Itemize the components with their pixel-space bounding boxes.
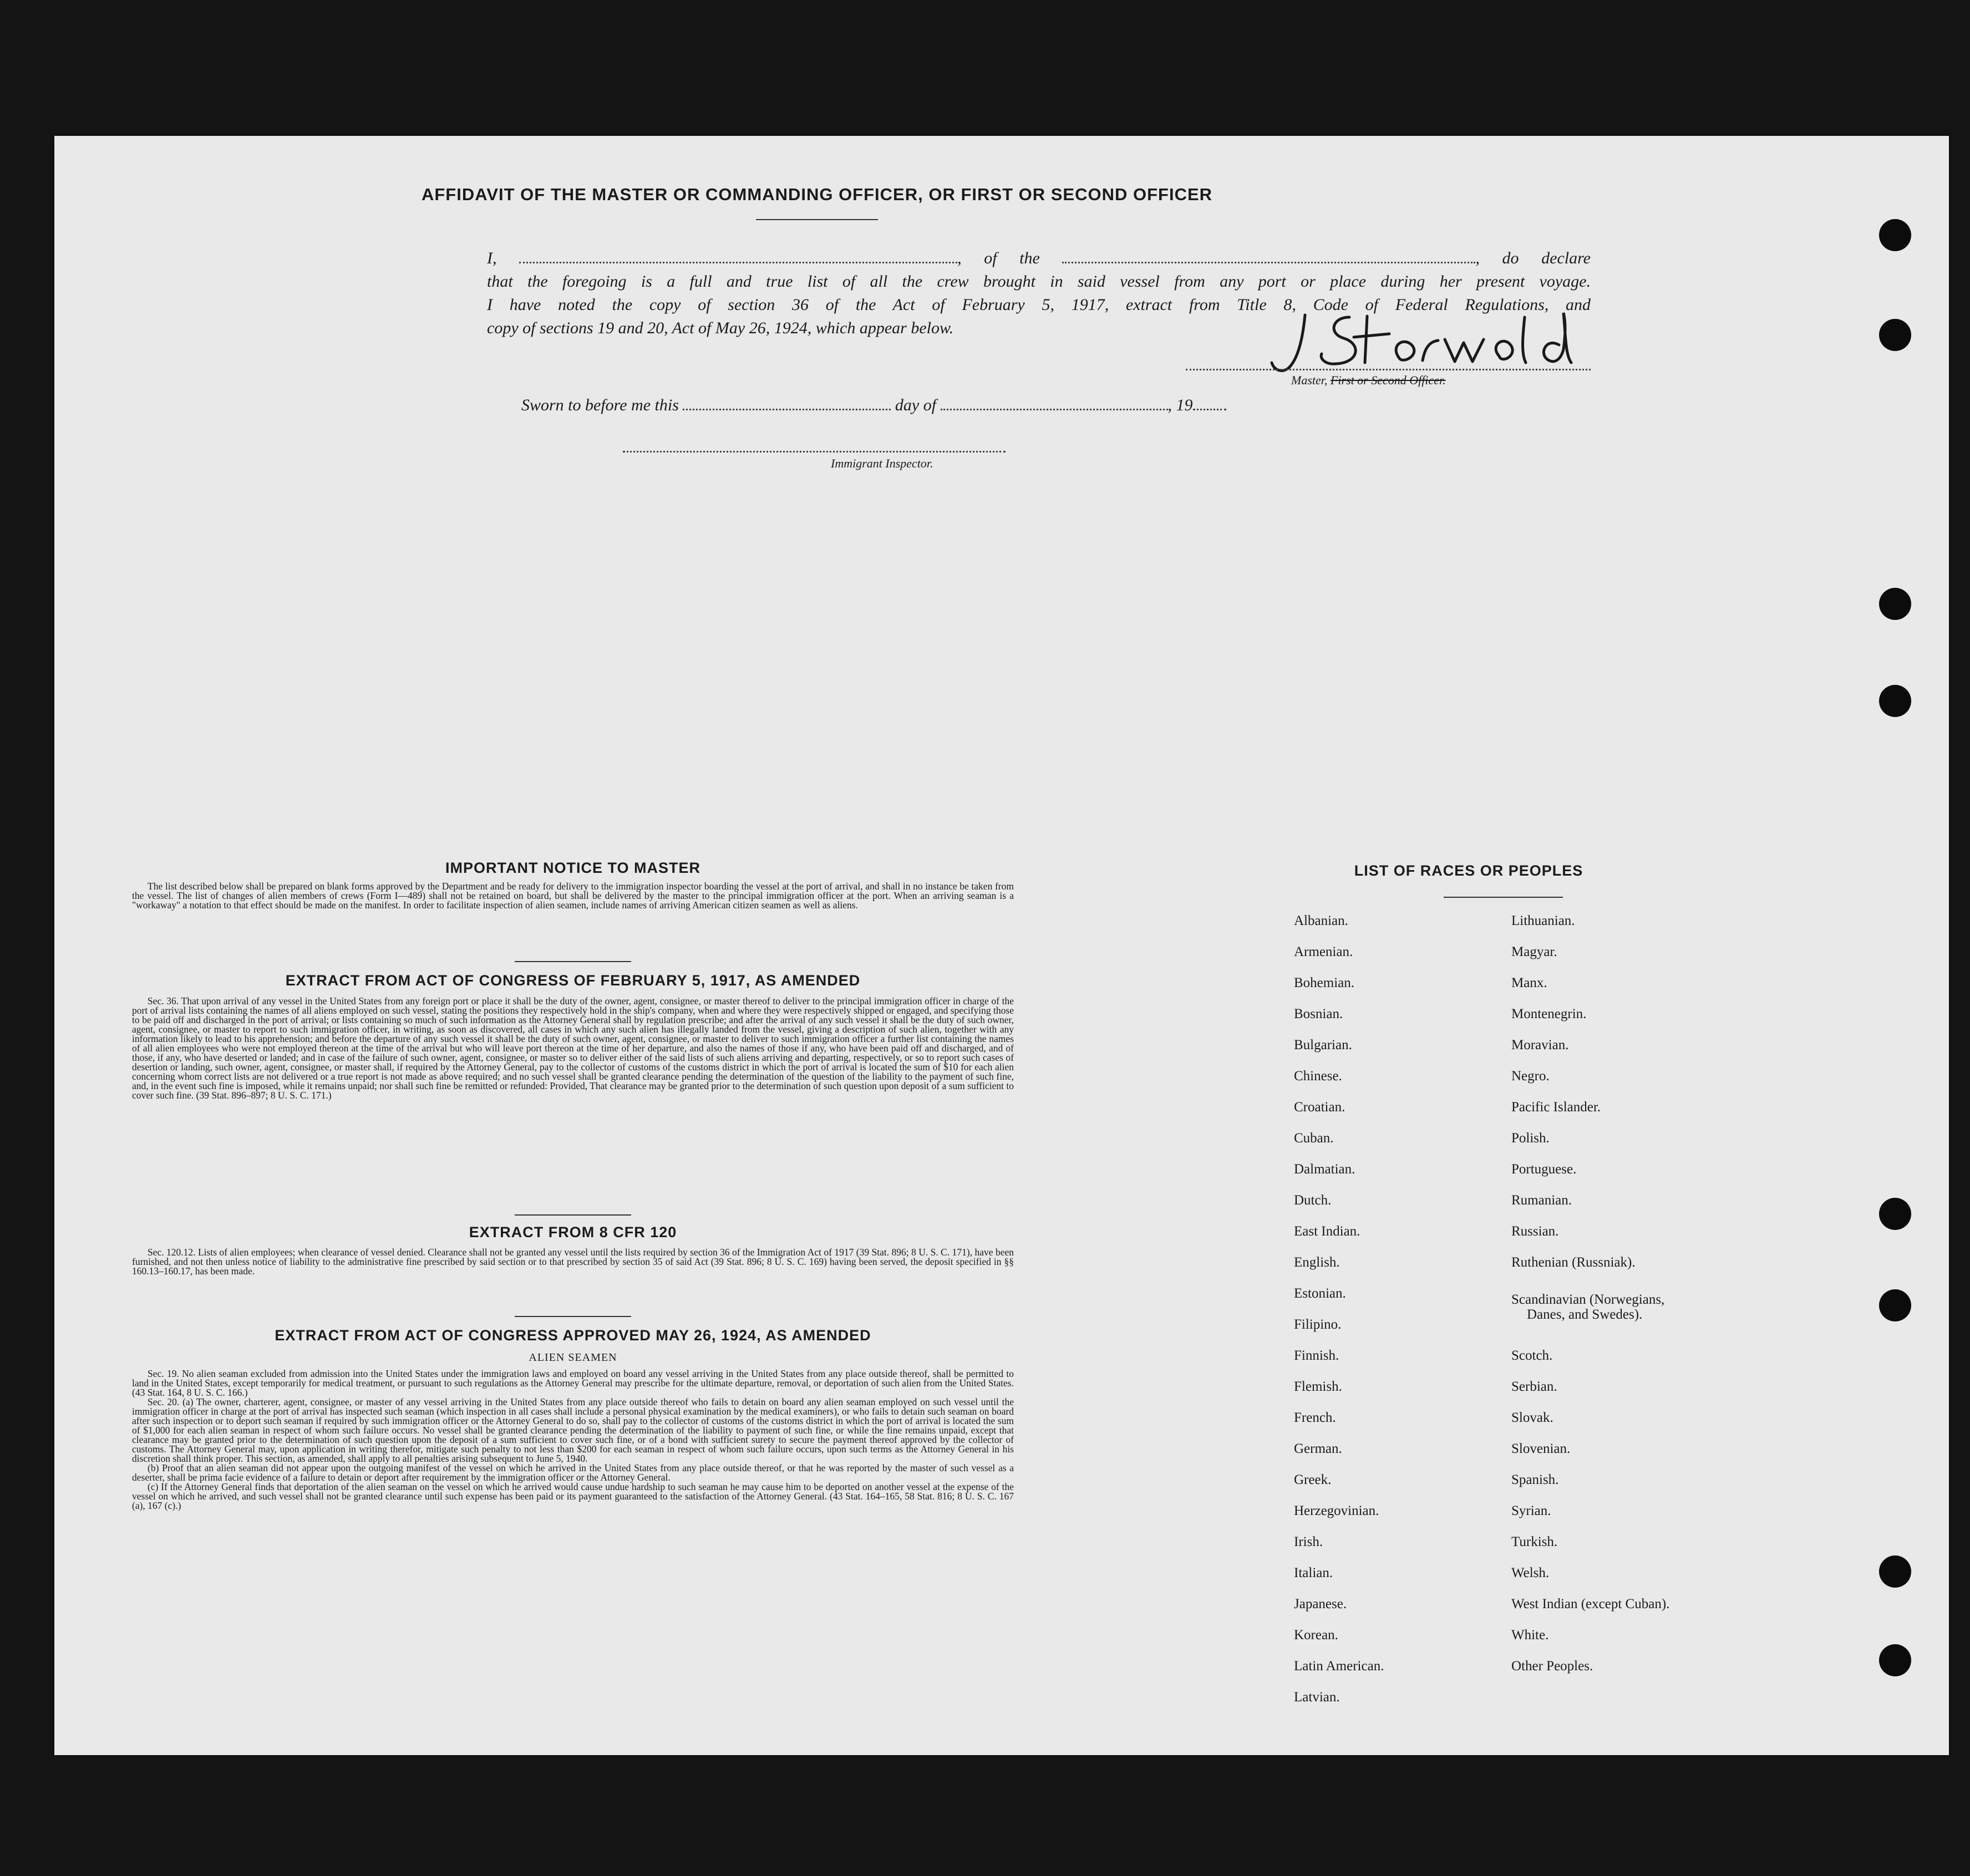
punch-hole — [1879, 219, 1911, 251]
race-item: Greek. — [1294, 1472, 1332, 1487]
race-item: Pacific Islander. — [1511, 1100, 1601, 1115]
act-1924-body — [132, 1369, 1014, 1511]
race-item: Albanian. — [1294, 913, 1348, 928]
races-title: LIST OF RACES OR PEOPLES — [1354, 862, 1583, 879]
vessel-field[interactable] — [1062, 248, 1475, 263]
sworn-prefix: Sworn to before me this — [521, 396, 679, 414]
sworn-year-field[interactable] — [1193, 395, 1226, 410]
section-divider — [515, 1316, 631, 1317]
decl-line-2: that the foregoing is a full and true list of all the crew brought in said vessel from any port or place during her present voyage. — [487, 272, 1591, 291]
name-field[interactable] — [519, 248, 957, 263]
act-1917-body: Sec. 36. That upon arrival of any vessel in the United States from any foreign port or place it shall be the duty of the owner, agent, consignee, or master thereof to deliver to the principal immigration officer in charge of the port of arrival lists containing the names of all aliens employed on such vessel, stating the positions they respectively hold in the ship's company, when and where they were respectively shipped or engaged, and specifying those to be paid off and discharged in the port of arrival; or lists containing so much of such information as the Attorney General shall by regulation prescribe; and after the arrival of any such vessel it shall be the duty of such owner, agent, consignee, or master to report to such immigration officer, in writing, as soon as discovered, all cases in which any such alien has illegally landed from the vessel, giving a description of such alien, together with any information likely to lead to his apprehension; and before the departure of any such vessel it shall be the duty of such owner, agent, consignee, or master to deliver to such immigration officer a further list containing the names of all alien employees who were not employed thereon at the time of the arrival but who will leave port thereon at the time of her departure, and also the names of those if any, who have been paid off and discharged, and of those, if any, who have deserted or landed; and in case of the failure of such owner, agent, consignee, or master so to deliver either of the said lists of such aliens arriving and departing, respectively, or so to report such cases of desertion or landing, such owner, agent, consignee, or master shall, if required by the Attorney General, pay to the collector of customs of the customs district in which the port of arrival is located the sum of $10 for each alien concerning whom correct lists are not delivered or a true report is not made as above required; and no such vessel shall be granted clearance pending the determination of the question of the liability to the payment of such fine, and, in the event such fine is imposed, while it remains unpaid; nor shall such fine be remitted or refunded: Provided, That clearance may be granted prior to the determination of such question upon deposit of a sum sufficient to cover such fine. (39 Stat. 896–897; 8 U. S. C. 171.) — [132, 995, 1014, 1101]
race-item: Estonian. — [1294, 1286, 1346, 1301]
race-item: West Indian (except Cuban). — [1511, 1597, 1670, 1611]
race-item: Chinese. — [1294, 1069, 1342, 1084]
race-item: German. — [1294, 1441, 1342, 1456]
master-caption — [1291, 373, 1446, 388]
sworn-year-label: , 19 — [1167, 396, 1193, 414]
race-item: Syrian. — [1511, 1503, 1551, 1518]
race-item: Korean. — [1294, 1628, 1338, 1643]
race-item: Spanish. — [1511, 1472, 1559, 1487]
race-item: Slovak. — [1511, 1410, 1553, 1425]
race-item: Danes, and Swedes). — [1527, 1307, 1643, 1322]
race-item: Japanese. — [1294, 1597, 1347, 1611]
race-item: Manx. — [1511, 975, 1547, 990]
race-item: Flemish. — [1294, 1379, 1342, 1394]
section-divider — [515, 961, 631, 962]
race-item: Portuguese. — [1511, 1162, 1577, 1177]
race-item: Bohemian. — [1294, 975, 1355, 990]
race-item: Latvian. — [1294, 1690, 1340, 1705]
race-item: Scandinavian (Norwegians, — [1511, 1292, 1665, 1307]
cfr-title: EXTRACT FROM 8 CFR 120 — [469, 1224, 677, 1241]
race-item: Other Peoples. — [1511, 1659, 1593, 1674]
master-signature — [1266, 305, 1577, 377]
act-1924-sec20a: Sec. 20. (a) The owner, charterer, agent, consignee, or master of any vessel arriving in the United States from any place outside thereof who fails to detain on board any alien seaman employed on such vessel until the immigration officer in charge at the port of arrival has inspected such seaman (which inspection in all cases shall include a personal physical examination by the medical examiners), or who fails to detain such seaman on board after such inspection or to deport such seaman if required by such immigration officer or the Attorney General to do so, shall pay to the collector of customs of the customs district in which the port of arrival is located the sum of $1,000 for each alien seaman in respect of whom such failure occurs. No vessel shall be granted clearance pending the determination of the liability to payment of such fine, or while the fine remains unpaid, except that clearance may be granted prior to the determination of such question upon the deposit of a sum sufficient to cover such fine, or of a bond with sufficient surety to secure the payment thereof approved by the collector of customs. The Attorney General may, upon application in writing therefor, mitigate such penalty to not less than $200 for each seaman in respect of whom such failure occurs, upon such terms as the Attorney General in his discretion shall think proper. This section, as amended, shall apply to all penalties arising subsequent to June 5, 1940. — [132, 1396, 1014, 1464]
sworn-line — [521, 395, 1226, 415]
act-1917-title: EXTRACT FROM ACT OF CONGRESS OF FEBRUARY 5, 1917, AS AMENDED — [285, 972, 861, 989]
race-item: Rumanian. — [1511, 1193, 1572, 1208]
affidavit-title: AFFIDAVIT OF THE MASTER OR COMMANDING OFFICER, OR FIRST OR SECOND OFFICER — [421, 185, 1213, 204]
act-1924-sec20b: (b) Proof that an alien seaman did not appear upon the outgoing manifest of the vessel on which he arrived in the United States from any place outside thereof, or that he was reported by the master of such vessel as a deserter, shall be prima facie evidence of a failure to detain or deport after requirement by the immigration officer or the Attorney General. — [132, 1462, 1014, 1483]
section-divider — [515, 1214, 631, 1216]
races-divider — [1444, 897, 1563, 898]
race-item: Italian. — [1294, 1565, 1333, 1580]
race-item: White. — [1511, 1628, 1549, 1643]
race-item: Turkish. — [1511, 1534, 1558, 1549]
inspector-signature-line — [623, 451, 1006, 453]
sworn-month-field[interactable] — [941, 395, 1168, 410]
punch-hole — [1879, 685, 1911, 717]
decl-do-declare: , do declare — [1475, 249, 1591, 267]
race-item: Russian. — [1511, 1224, 1559, 1239]
race-item: Croatian. — [1294, 1100, 1346, 1115]
struck-officer-label: First or Second Officer. — [1330, 373, 1446, 387]
punch-hole — [1879, 1289, 1911, 1321]
notice-title: IMPORTANT NOTICE TO MASTER — [445, 860, 700, 876]
punch-hole — [1879, 588, 1911, 620]
race-item: Slovenian. — [1511, 1441, 1571, 1456]
act-1924-title: EXTRACT FROM ACT OF CONGRESS APPROVED MAY 26, 1924, AS AMENDED — [275, 1327, 871, 1344]
notice-body: The list described below shall be prepared on blank forms approved by the Department and be ready for delivery to the immigration inspector boarding the vessel at the port of arrival, and shall in no instance be taken from the vessel. The list of changes of alien members of crews (Form I—489) shall not be retained on board, but shall be delivered by the master to the principal immigration officer at the port. When an arriving seaman is a "workaway" a notation to that effect should be made on the manifest. In order to facilitate inspection of alien seamen, include names of arriving American citizen seamen as well as aliens. — [132, 881, 1014, 911]
race-item: Cuban. — [1294, 1131, 1334, 1146]
race-item: French. — [1294, 1410, 1336, 1425]
form-sheet — [54, 136, 1949, 1755]
decl-line-4: copy of sections 19 and 20, Act of May 26, 1924, which appear below. — [487, 319, 954, 337]
punch-hole — [1879, 1555, 1911, 1588]
sworn-day-label: day of — [895, 396, 937, 414]
race-item: Moravian. — [1511, 1038, 1569, 1053]
cfr-body: Sec. 120.12. Lists of alien employees; when clearance of vessel denied. Clearance shall not be granted any vessel until the lists required by section 36 of the Immigration Act of 1917 (39 Stat. 896; 8 U. S. C. 171), have been furnished, and not then unless notice of liability to the administrative fine prescribed by said section or to that prescribed by section 35 of said Act (39 Stat. 896; 8 U. S. C. 169) having been served, the deposit specified in §§ 160.13–160.17, has been made. — [132, 1247, 1014, 1277]
race-item: Finnish. — [1294, 1348, 1339, 1363]
sworn-day-field[interactable] — [683, 395, 891, 410]
race-item: Welsh. — [1511, 1565, 1550, 1580]
race-item: Ruthenian (Russniak). — [1511, 1255, 1636, 1270]
race-item: Scotch. — [1511, 1348, 1553, 1363]
race-item: Dalmatian. — [1294, 1162, 1355, 1177]
race-item: Dutch. — [1294, 1193, 1332, 1208]
race-item: Magyar. — [1511, 944, 1557, 959]
race-item: English. — [1294, 1255, 1340, 1270]
title-divider — [756, 219, 878, 220]
decl-line-3: I have noted the copy of section 36 of the Act of February 5, 1917, extract from Title 8, Code of Federal Regulations, and — [487, 296, 1591, 314]
race-item: Polish. — [1511, 1131, 1550, 1146]
race-item: Herzegovinian. — [1294, 1503, 1379, 1518]
master-label: Master, — [1291, 373, 1328, 387]
race-item: Irish. — [1294, 1534, 1323, 1549]
race-item: Negro. — [1511, 1069, 1550, 1084]
race-item: Filipino. — [1294, 1317, 1342, 1332]
decl-of-the: , of the — [957, 249, 1040, 267]
race-item: Bosnian. — [1294, 1006, 1343, 1021]
race-item: Lithuanian. — [1511, 913, 1575, 928]
act-1924-sec20c: (c) If the Attorney General finds that deportation of the alien seaman on the vessel on which he arrived would cause undue hardship to such seaman he may cause him to be deported on another vessel at the expense of the vessel on which he arrived, and such vessel shall not be granted clearance until such expense has been paid or its payment guaranteed to the satisfaction of the Attorney General. (43 Stat. 164–165, 58 Stat. 816; 8 U. S. C. 167 (a), 167 (c).) — [132, 1481, 1014, 1511]
race-item: Latin American. — [1294, 1659, 1384, 1674]
punch-hole — [1879, 1644, 1911, 1676]
decl-i: I, — [487, 249, 497, 267]
race-item: East Indian. — [1294, 1224, 1360, 1239]
race-item: Serbian. — [1511, 1379, 1557, 1394]
punch-hole — [1879, 319, 1911, 351]
alien-seamen-subtitle: ALIEN SEAMEN — [529, 1351, 617, 1364]
inspector-caption: Immigrant Inspector. — [831, 456, 933, 470]
act-1924-sec19: Sec. 19. No alien seaman excluded from admission into the United States under the immigration laws and employed on board any vessel arriving in the United States from any place outside thereof, shall be permitted to land in the United States, except temporarily for medical treatment, or pursuant to such regulations as the Attorney General may prescribe for the ultimate departure, removal, or deportation of such alien from the United States. (43 Stat. 164, 8 U. S. C. 166.) — [132, 1368, 1014, 1398]
punch-hole — [1879, 1198, 1911, 1230]
master-signature-line — [1186, 369, 1591, 370]
race-item: Montenegrin. — [1511, 1006, 1587, 1021]
race-item: Bulgarian. — [1294, 1038, 1352, 1053]
race-item: Armenian. — [1294, 944, 1353, 959]
